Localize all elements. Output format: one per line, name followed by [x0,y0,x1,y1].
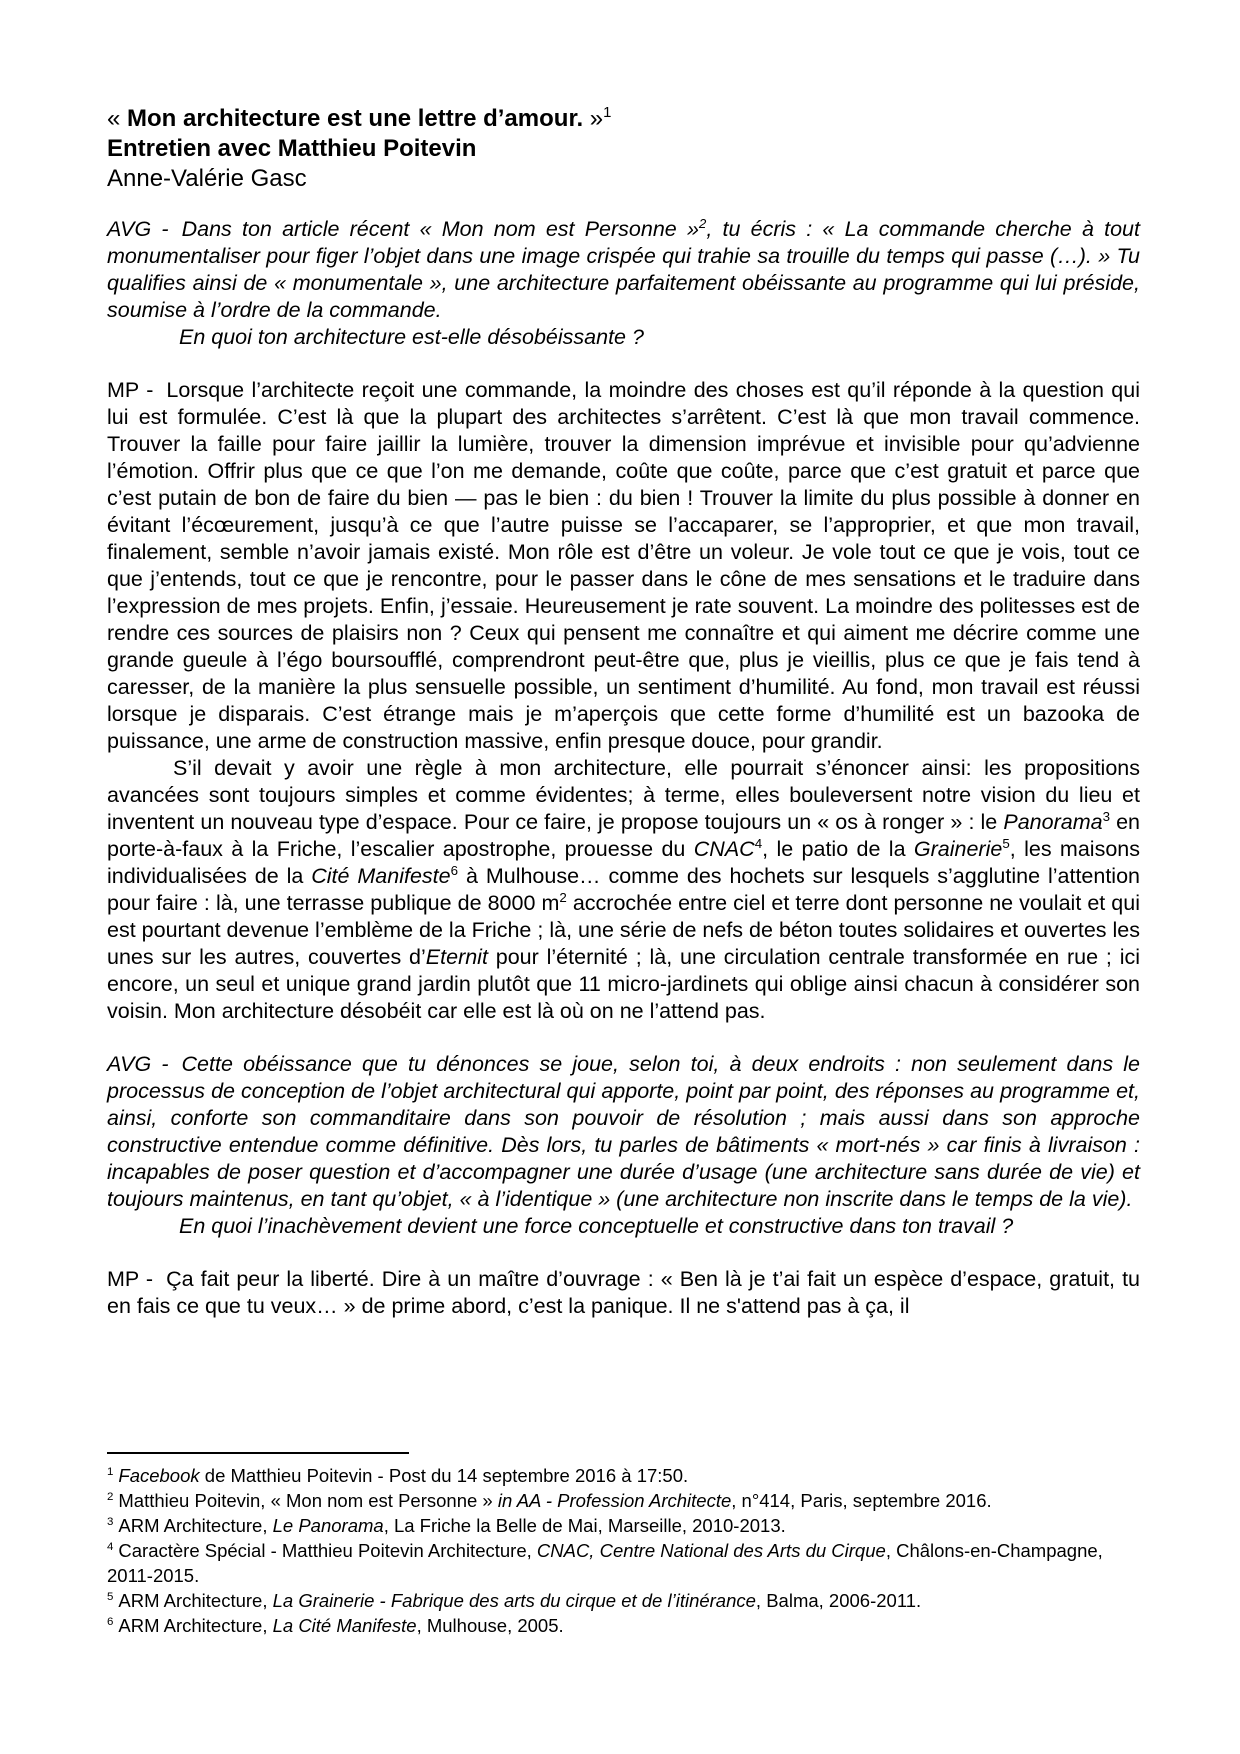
document-header [107,104,1140,194]
footnote-2 [107,1488,1140,1513]
footnote-2-text: Matthieu Poitevin, « Mon nom est Personne » in AA - Profession Architecte, n°414, Paris, septembre 2016. [118,1490,992,1511]
mp-answer-2: MP - Ça fait peur la liberté. Dire à un maître d’ouvrage : « Ben là je t’ai fait un espèce d’espace, gratuit, tu en fais ce que tu veux… » de prime abord, c’est la panique. Il ne s'attend pas à ça, il [107,1267,1141,1318]
mp-answer-1: MP - Lorsque l’architecte reçoit une commande, la moindre des choses est qu’il réponde à la question qui lui est formulée. C’est là que la plupart des architectes s’arrêtent. C’est là que mon travail commence. Trouver la faille pour faire jaillir la lumière, trouver la dimension imprévue et invisible pour qu’advienne l’émotion. Offrir plus que ce que l’on me demande, coûte que coûte, parce que c’est gratuit et parce que c’est putain de bon de faire du bien — pas le bien : du bien ! Trouver la limite du plus possible à donner en évitant l’écœurement, jusqu’à ce que l’autre puisse se l’accaparer, se l’approprier, et que mon travail, finalement, semble n’avoir jamais existé. Mon rôle est d’être un voleur. Je vole tout ce que je vois, tout ce que j’entends, tout ce que je rencontre, pour le passer dans le cône de mes sensations et le traduire dans l’expression de mes projets. Enfin, j’essaie. Heureusement je rate souvent. La moindre des politesses est de rendre ces sources de plaisirs non ? Ceux qui pensent me connaître et qui aiment me décrire comme une grande gueule à l’égo boursoufflé, comprendront peut-être que, plus je vieillis, plus ce que je fais tend à caresser, de la manière la plus sensuelle possible, un sentiment d’humilité. Au fond, mon travail est réussi lorsque je disparais. C’est étrange mais je m’aperçois que cette forme d’humilité est un bazooka de puissance, une arme de construction massive, enfin presque douce, pour grandir. [107,378,1141,753]
footnote-4 [107,1538,1140,1588]
footnote-1 [107,1463,1140,1488]
interview-body [107,216,1140,1320]
footnote-2-number: 2 [107,1490,114,1503]
document-subtitle: Entretien avec Matthieu Poitevin [107,135,477,162]
footnote-6 [107,1613,1140,1638]
footnote-6-number: 6 [107,1615,114,1628]
avg-question-1: AVG - Dans ton article récent « Mon nom est Personne »$^2$, tu écris : « La commande cherche à tout monumentaliser pour figer l’objet dans une image crispée qui trahie sa trouille du temps qui passe (…). » Tu qualifies ainsi de « monumentale », une architecture parfaitement obéissante au programme qui lui préside, soumise à l’ordre de la commande. [107,215,1140,322]
avg-question-2: AVG - Cette obéissance que tu dénonces se joue, selon toi, à deux endroits : non seulement dans le processus de conception de l’objet architectural qui apporte, point par point, des réponses au programme et, ainsi, conforte son commanditaire dans son pouvoir de résolution ; mais aussi dans son approche constructive entendue comme définitive. Dès lors, tu parles de bâtiments « mort-nés » car finis à livraison : incapables de poser question et d’accompagner une durée d’usage (une architecture sans durée de vie) et toujours maintenus, en tant qu’objet, « à l’identique » (une architecture non inscrite dans le temps de la vie). [107,1052,1140,1211]
avg-question-1-prompt: En quoi ton architecture est-elle désobéissante ? [179,325,644,349]
footnote-5-text: ARM Architecture, La Grainerie - Fabrique des arts du cirque et de l’itinérance, Balma, 2006-2011. [118,1590,922,1611]
footnote-6-text: ARM Architecture, La Cité Manifeste, Mulhouse, 2005. [118,1615,564,1636]
page-bottom-spacer [107,1320,1140,1452]
footnotes-section [107,1452,1140,1638]
document-title: « Mon architecture est une lettre d’amour. »$^1$ [107,105,612,132]
document-author: Anne-Valérie Gasc [107,165,307,192]
footnote-1-text: Facebook de Matthieu Poitevin - Post du 14 septembre 2016 à 17:50. [118,1465,689,1486]
mp-answer-1-continued: S’il devait y avoir une règle à mon architecture, elle pourrait s’énoncer ainsi: les propositions avancées sont toujours simples et comme évidentes; à terme, elles bouleversent notre vision du lieu et inventent un nouveau type d’espace. Pour ce faire, je propose toujours un « os à ronger » : le Panorama$^3$ en porte-à-faux à la Friche, l’escalier apostrophe, prouesse du CNAC$^4$, le patio de la Grainerie$^5$, les maisons individualisées de la Cité Manifeste$^6$ à Mulhouse… comme des hochets sur lesquels s’agglutine l’attention pour faire : là, une terrasse publique de 8000 $m^2$ accrochée entre ciel et terre dont personne ne voulait et qui est pourtant devenue l’emblème de la Friche ; là, une série de nefs de béton toutes solidaires et ouvertes les unes sur les autres, couvertes d’Eternit pour l’éternité ; là, une circulation centrale transformée en rue ; ici encore, un seul et unique grand jardin plutôt que 11 micro-jardinets qui oblige ainsi chacun à considérer son voisin. Mon architecture désobéit car elle est là où on ne l’attend pas. [107,756,1140,1023]
footnote-5-number: 5 [107,1590,114,1603]
footnote-3-text: ARM Architecture, Le Panorama, La Friche la Belle de Mai, Marseille, 2010-2013. [118,1515,786,1536]
footnote-4-text: Caractère Spécial - Matthieu Poitevin Architecture, CNAC, Centre National des Arts du Cirque, Châlons-en-Champagne, 2011-2015. [107,1540,1103,1586]
footnote-4-number: 4 [107,1540,114,1553]
avg-question-2-prompt: En quoi l’inachèvement devient une force conceptuelle et constructive dans ton travail ? [179,1214,1014,1238]
footnote-3 [107,1513,1140,1538]
footnote-5 [107,1588,1140,1613]
footnote-1-number: 1 [107,1465,114,1478]
footnote-separator [107,1452,409,1454]
footnote-3-number: 3 [107,1515,114,1528]
